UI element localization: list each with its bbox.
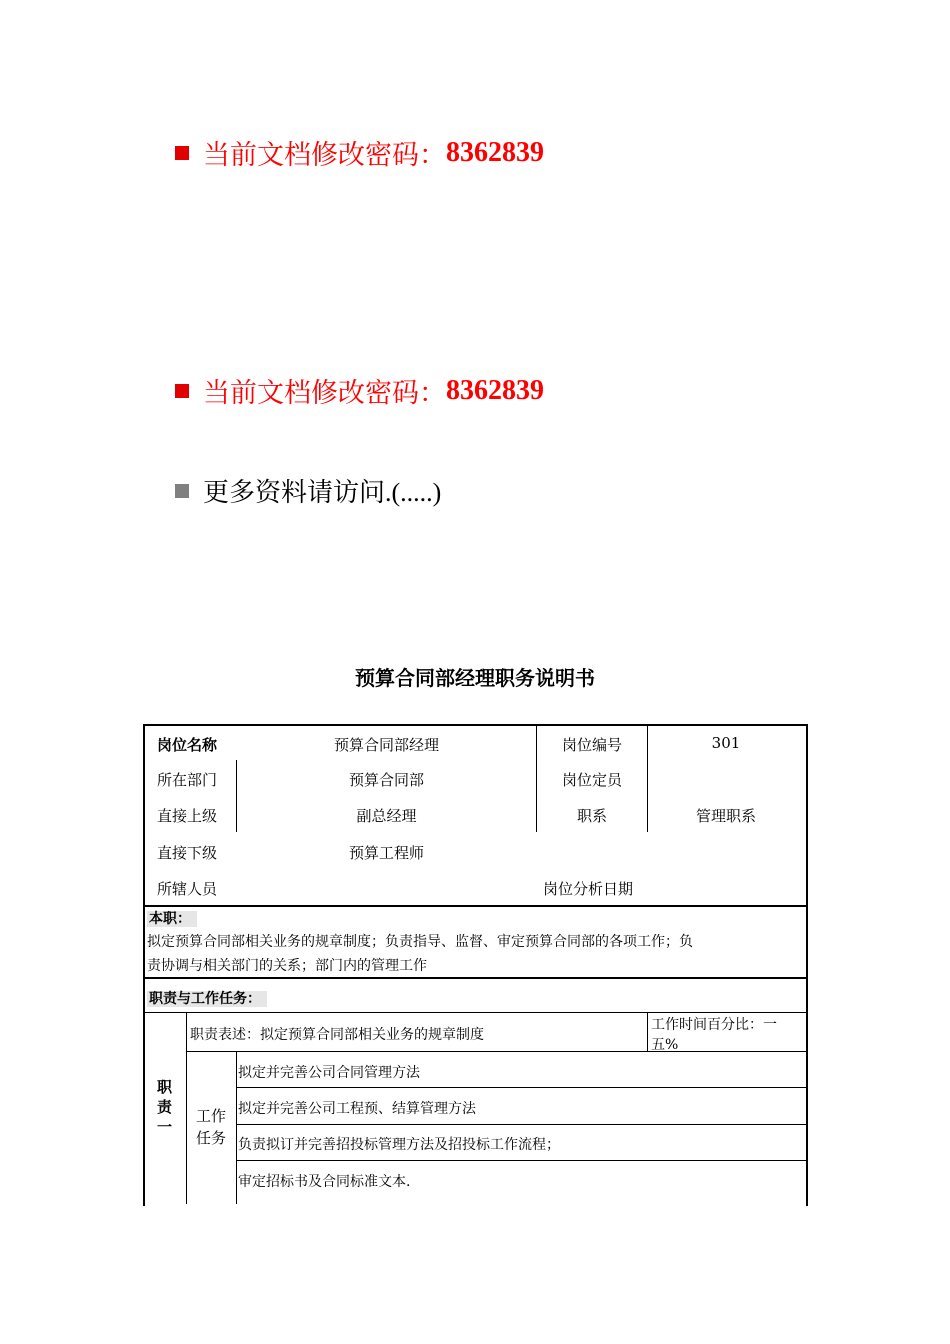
task-item: 拟定并完善公司合同管理方法	[238, 1065, 420, 1081]
password-code: 8362839	[446, 136, 544, 168]
more-info-notice	[175, 472, 441, 509]
password-notice-text: 当前文档修改密码：	[203, 140, 446, 171]
divider	[647, 1012, 648, 1052]
job-family-label: 职系	[576, 807, 607, 825]
position-name-label: 岗位名称	[157, 736, 218, 754]
headcount-label: 岗位定员	[561, 771, 622, 789]
responsibility-statement: 职责表述：拟定预算合同部相关业务的规章制度	[190, 1027, 484, 1043]
more-info-text[interactable]: 更多资料请访问.(.....)	[203, 478, 442, 507]
responsibility-one-label: 职 责 一	[157, 1078, 173, 1136]
superior: 副总经理	[356, 807, 417, 825]
time-percentage: 工作时间百分比：一 五%	[651, 1017, 777, 1053]
task-item: 负责拟订并完善招投标管理方法及招投标工作流程；	[238, 1137, 560, 1153]
position-no-label: 岗位编号	[561, 736, 622, 754]
tasks-label: 工作 任务	[196, 1107, 227, 1147]
password-notice-2	[175, 371, 544, 410]
analysis-date-label: 岗位分析日期	[543, 880, 634, 898]
divider	[236, 1124, 806, 1125]
password-notice-1	[175, 133, 544, 172]
duty-label: 本职：	[147, 908, 197, 928]
job-family: 管理职系	[695, 807, 756, 825]
password-notice-text: 当前文档修改密码：	[203, 378, 446, 409]
managed-staff-label: 所辖人员	[157, 880, 218, 898]
department: 预算合同部	[348, 771, 424, 789]
bullet-square-icon	[175, 146, 189, 160]
position-name: 预算合同部经理	[333, 736, 439, 754]
divider	[186, 1012, 187, 1204]
divider	[143, 977, 806, 979]
divider	[143, 1012, 806, 1013]
task-item: 拟定并完善公司工程预、结算管理方法	[238, 1101, 476, 1117]
subordinate: 预算工程师	[348, 844, 424, 862]
bullet-square-icon	[175, 484, 189, 498]
document-title: 预算合同部经理职务说明书	[355, 666, 595, 690]
divider	[236, 1160, 806, 1161]
position-no: 301	[711, 734, 741, 752]
subordinate-label: 直接下级	[157, 844, 218, 862]
duty-text-line2: 责协调与相关部门的关系；部门内的管理工作	[147, 958, 427, 974]
superior-label: 直接上级	[157, 807, 218, 825]
divider	[143, 905, 806, 907]
password-code: 8362839	[446, 374, 544, 406]
bullet-square-icon	[175, 384, 189, 398]
divider	[236, 1051, 237, 1204]
duty-text-line1: 拟定预算合同部相关业务的规章制度；负责指导、监督、审定预算合同部的各项工作；负	[147, 934, 693, 950]
task-item: 审定招标书及合同标准文本.	[238, 1174, 411, 1190]
responsibilities-label: 职责与工作任务：	[147, 988, 267, 1008]
divider	[236, 1087, 806, 1088]
department-label: 所在部门	[157, 771, 218, 789]
